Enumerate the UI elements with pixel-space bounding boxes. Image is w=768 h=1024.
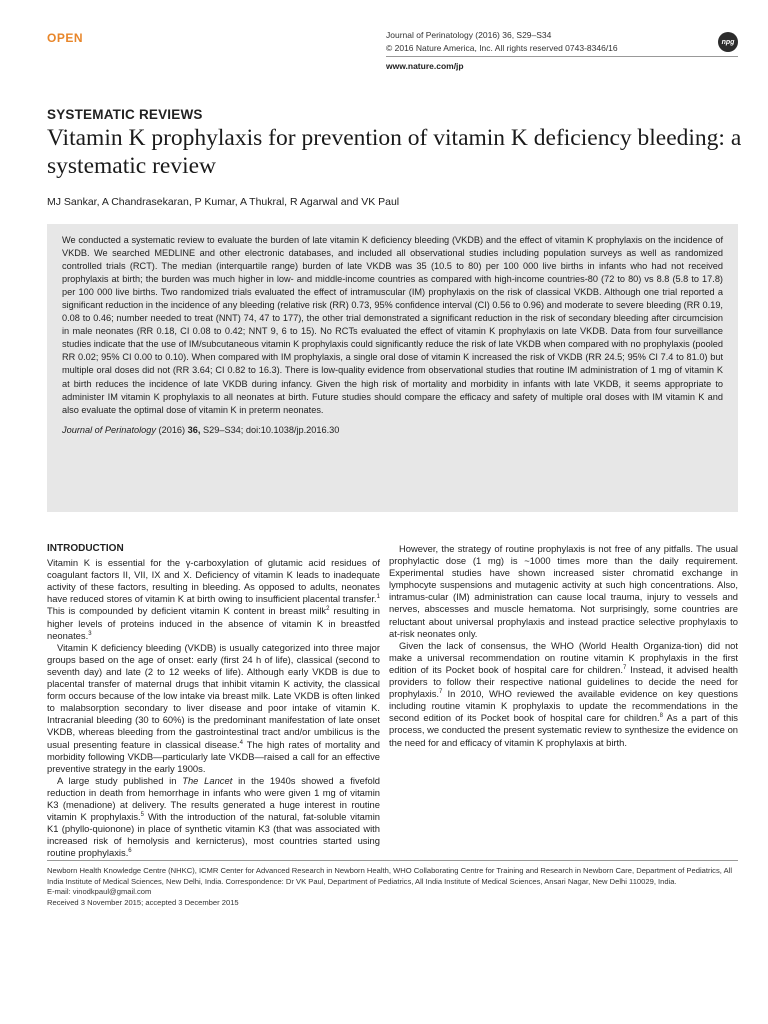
reference-link[interactable]: 5 [140,811,144,818]
citation-pages-doi: S29–S34; doi:10.1038/jp.2016.30 [200,424,340,435]
reference-link[interactable]: 3 [88,630,92,637]
journal-info [386,29,618,54]
author-list: MJ Sankar, A Chandrasekaran, P Kumar, A Thukral, R Agarwal and VK Paul [47,196,400,208]
npg-logo-icon: npg [718,32,738,52]
journal-name: The Lancet [182,774,233,786]
abstract-box [47,224,738,512]
reference-link[interactable]: 6 [128,848,132,855]
affiliation-note: Newborn Health Knowledge Centre (NHKC), ICMR Center for Advanced Research in Newborn Health, WHO Collaborating Centre for Training and Research in Newborn Care, Department of Pediatrics, All India Institute of Medical Sciences, New Delhi, India. Correspondence: Dr VK Paul, Department of Pediatrics, All India Institute of Medical Sciences, Ansari Nagar, New Delhi 110029, India. [47,866,733,886]
reference-link[interactable]: 8 [659,713,663,720]
citation-year: (2016) [155,424,188,435]
text-run: A large study published in [57,774,183,786]
text-run: Vitamin K is essential for the γ-carboxylation of glutamic acid residues of coagulant factors II, VII, IX and X. Deficiency of vitamin K leads to inadequate activity of these factors, resulting in bleeding. As opposed to adults, neonates have reduced stores of vitamin K at birth owing to insufficient placental transfer. [47,557,380,605]
citation-journal: Journal of Perinatology [62,424,156,435]
reference-link[interactable]: 7 [439,689,443,695]
body-column-left [47,543,380,859]
text-run: In 2010, WHO reviewed the available evidence on key questions including routine vitamin K prophylaxis to update the recommendations in the second edition of its Pocket book of hospital care for children. [389,688,738,724]
text-run: Instead, it advised health providers to follow their respective national guidelines to decide the need for prophylaxis. [389,663,738,700]
footer-notes [47,866,738,909]
body-paragraph [47,775,380,860]
abstract-text: We conducted a systematic review to evaluate the burden of late vitamin K deficiency bleeding (VKDB) and the effect of vitamin K prophylaxis on the incidence of VKDB. We searched MEDLINE and other electronic databases, and included all observational studies including population surveys as well as randomized controlled trials (RCT). The median (interquartile range) burden of late VKDB was 35 (10.5 to 80) per 100 000 live births in infants who had not received prophylaxis at birth; the burden was much higher in low- and middle-income countries as compared with high-income countries-80 (72 to 80) vs 8.8 (5.8 to 17.8) per 100 000 live births. Two randomized trials evaluated the effect of intramuscular (IM) prophylaxis on the risk of classical VKDB. Although one trial reported a significant reduction in the incidence of any bleeding (relative risk (RR) 0.73, 95% confidence interval (CI) 0.56 to 0.96) and moderate to severe bleeding (RR 0.19, 0.08 to 0.46; number needed to treat (NNT) 74, 47 to 177), the other trial demonstrated a significant reduction in the risk of secondary bleeding after circumcision in male neonates (RR 0.18, CI 0.08 to 0.42; NNT 9, 6 to 15). No RCTs evaluated the effect of vitamin K prophylaxis on late VKDB. Data from four surveillance studies indicate that the use of IM/subcutaneous vitamin K prophylaxis could significantly reduce the risk of late VKDB when compared with no prophylaxis (pooled RR 0.02; 95% CI 0.00 to 0.10). When compared with IM prophylaxis, a single oral dose of vitamin K increased the risk of VKDB (RR 24.5; 95% CI 7.4 to 81.0) but multiple oral doses did not (RR 3.64; CI 0.82 to 16.3). There is low-quality evidence from observational studies that routine IM administration of 1 mg of vitamin K at birth reduces the incidence of late VKDB during infancy. Given the high risk of mortality and morbidity in infants with late VKDB, it seems appropriate to administer IM vitamin K prophylaxis to all neonates at birth. Future studies should compare the efficacy and safety of multiple oral doses with IM vitamin K and also evaluate the optimal dose of vitamin K in preterm neonates. [62,235,723,415]
citation-volume: 36, [187,424,201,435]
abstract-citation [62,424,723,437]
copyright-line: © 2016 Nature America, Inc. All rights reserved 0743-8346/16 [386,42,618,53]
contact-email[interactable]: E-mail: vinodkpaul@gmail.com [47,887,152,897]
text-run: Given the lack of consensus, the WHO (World Health Organiza-tion) did not make a universal recommendation on routine vitamin K prophylaxis in the first edition of its Pocket book of hospital care for children. [389,639,738,675]
text-run: This is compounded by deficient vitamin K content in breast milk [47,605,327,617]
reference-link[interactable]: 7 [623,664,627,671]
body-paragraph: However, the strategy of routine prophylaxis is not free of any pitfalls. The usual prophylactic dose (1 mg) is ~1000 times more than the daily requirement. Experimental studies have shown increased sister chromatid exchange in lymphocyte suspensions and mutagenic activity at such high concentrations. Also, intramus-cular (IM) administration can cause local trauma, injury to vessels and nerves, abscesses and muscle hematoma. Not surprisingly, some countries are reluctant about universal prophylaxis and instead practice selective prophylaxis to at-risk neonates only. [389,543,738,639]
text-run: resulting in higher levels of proteins induced in the absence of vitamin K in breastfed neonates. [47,605,380,641]
text-run: in the 1940s showed a fivefold reduction in death from hemorrhage in infants who were given 1 mg of vitamin K3 (menadione) at delivery. The results generated a huge interest in routine vitamin K prophylaxis. [47,774,380,823]
open-access-label: OPEN [47,31,84,45]
header-divider [386,56,738,57]
introduction-heading: INTRODUCTION [47,543,124,554]
text-run: The high rates of mortality and morbidity following VKDB—particularly late VKDB—raised a call for an effective preventive strategy in the early 1900s. [47,738,381,774]
body-paragraph [389,640,738,749]
body-paragraph [47,642,380,775]
body-column-right [389,543,738,749]
reference-link[interactable]: 4 [239,739,244,746]
footer-divider [47,860,738,861]
journal-citation-line: Journal of Perinatology (2016) 36, S29–S34 [386,30,552,40]
section-label: SYSTEMATIC REVIEWS [47,107,203,122]
text-run: As a part of this process, we conducted the present systematic review to synthesize the evidence on the need for and efficacy of vitamin K prophylaxis at birth. [389,712,738,748]
reference-link[interactable]: 2 [326,606,330,613]
article-title: Vitamin K prophylaxis for prevention of vitamin K deficiency bleeding: a systematic review [47,125,742,179]
text-run: Vitamin K deficiency bleeding (VKDB) is usually categorized into three major groups based on the age of onset: early (first 24 h of life), classical (second to seventh day) and late (2 to 12 weeks of life). Although early VKDB is due to placental transfer of maternal drugs that inhibit vitamin K activity, the classical form occurs because of the low intake via breast milk. Late VKDB is often linked to malabsorption secondary to liver disease and poor intake of vitamin K. Intracranial bleeding (30 to 60%) is the predominant manifestation of late onset VKDB, whereas bleeding from the gastrointestinal tract and/or umbilicus is the usual presenting feature in classical disease. [47,641,380,750]
body-paragraph [47,557,380,642]
journal-url-link[interactable]: www.nature.com/jp [386,61,464,71]
text-run: With the introduction of the natural, fat-soluble vitamin K1 (phyllo-quionone) in place of synthetic vitamin K3 (that was associated with increased risk of hemolysis and kernicterus), most countries started using routine prophylaxis. [47,811,380,859]
received-dates: Received 3 November 2015; accepted 3 December 2015 [47,898,239,908]
reference-link[interactable]: 1 [376,594,380,601]
